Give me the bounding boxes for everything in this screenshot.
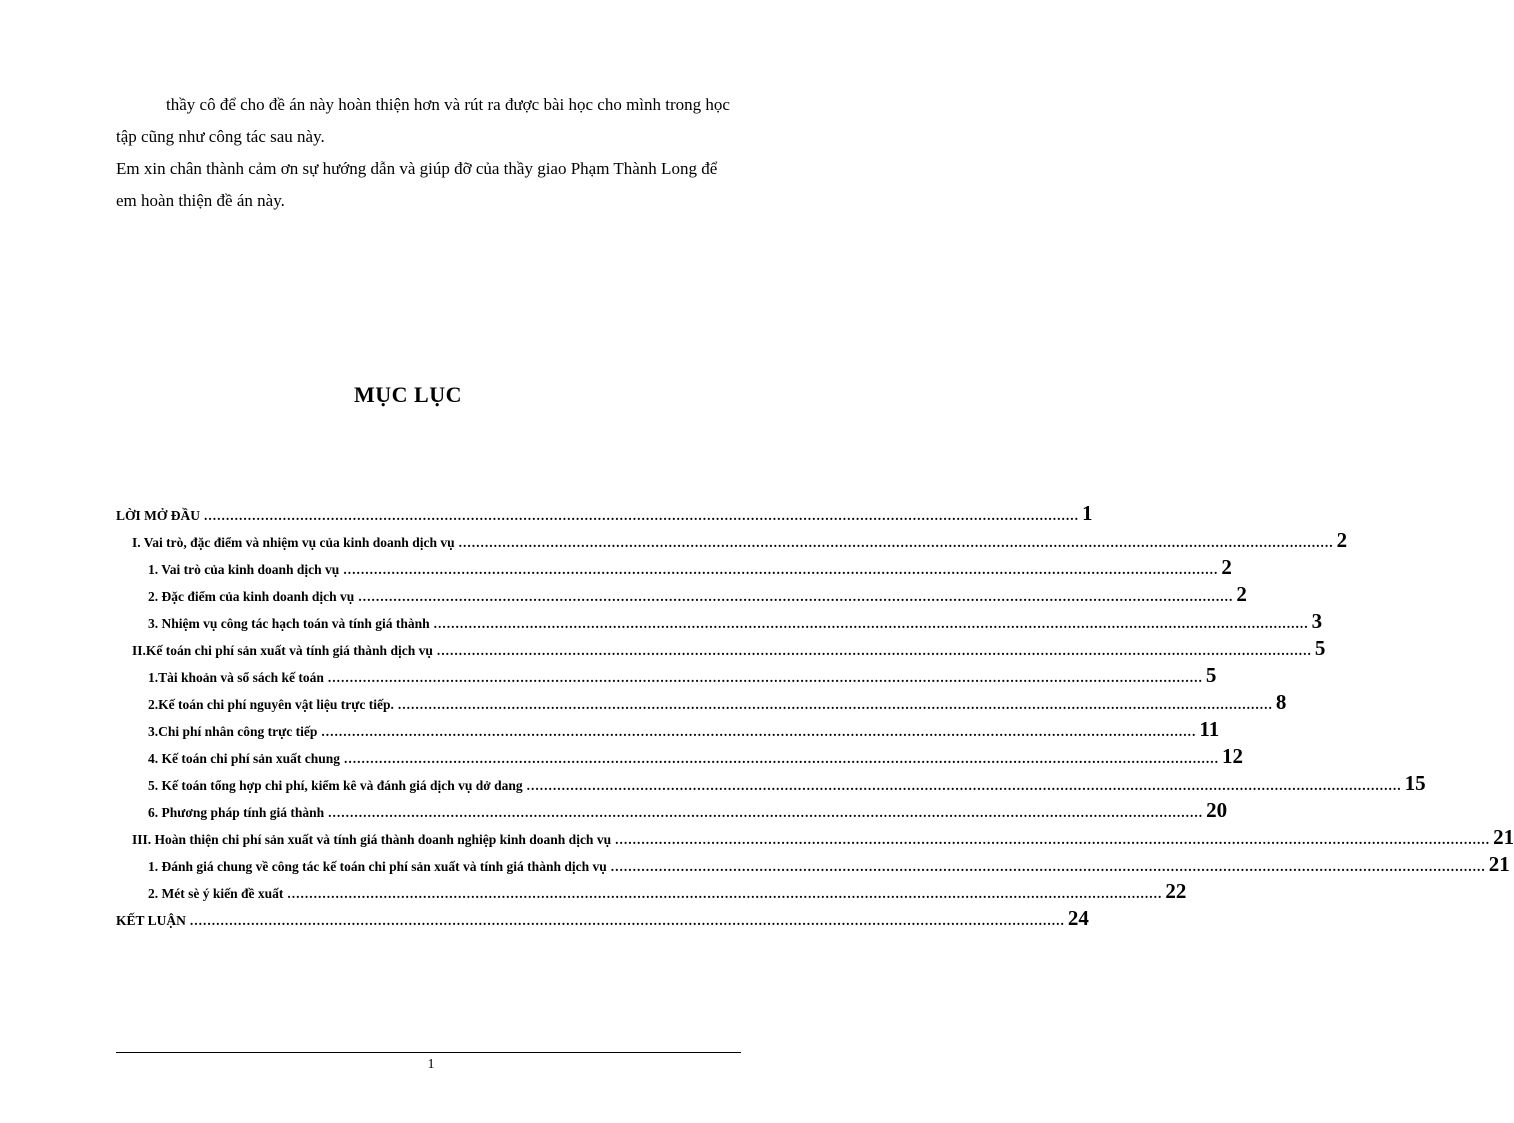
toc-entry-label: LỜI MỞ ĐẦU: [116, 508, 200, 523]
toc-entry-page: 11: [1199, 717, 1220, 741]
toc-entry-page: 2: [1236, 582, 1247, 606]
toc-entry: [148, 795, 1228, 822]
toc-entry-page: 12: [1222, 744, 1244, 768]
toc-entry-page: 22: [1165, 879, 1187, 903]
toc-entry: [148, 579, 1247, 606]
toc-entry: [132, 633, 1326, 660]
toc-entry-label: 1. Vai trò của kinh doanh dịch vụ: [148, 562, 340, 577]
toc-entry-label: 1.Tài khoản và sổ sách kế toán: [148, 670, 324, 685]
toc-entry-label: II.Kế toán chi phí sản xuất và tính giá thành dịch vụ: [132, 643, 433, 658]
toc-leader-dots: ........................................................................................................................................................................................................: [287, 886, 1163, 901]
toc-entry-label: 2.Kế toán chi phí nguyên vật liệu trực tiếp.: [148, 697, 394, 712]
toc-entry-page: 8: [1275, 690, 1287, 714]
toc-entry-page: 21: [1493, 825, 1514, 849]
toc-leader-dots: ........................................................................................................................................................................................................: [189, 913, 1065, 928]
toc-leader-dots: ........................................................................................................................................................................................................: [321, 724, 1197, 739]
page-number: 1: [427, 1057, 435, 1072]
toc-entry: [148, 687, 1287, 714]
toc-leader-dots: ........................................................................................................................................................................................................: [615, 832, 1491, 847]
closing-paragraph: thầy cô để cho đề án này hoàn thiện hơn và rút ra được bài học cho mình trong học tập cũng như công tác sau này.: [116, 95, 730, 146]
toc-entry-page: 2: [1221, 555, 1232, 579]
toc-leader-dots: ........................................................................................................................................................................................................: [526, 778, 1402, 793]
toc-leader-dots: ........................................................................................................................................................................................................: [343, 562, 1219, 577]
toc-entry-page: 21: [1488, 852, 1510, 876]
toc-entry: [132, 525, 1348, 552]
toc-entry: [116, 498, 1093, 525]
toc-entry-label: KẾT LUẬN: [116, 913, 186, 928]
toc-entry-page: 15: [1404, 771, 1426, 795]
toc-entry: [148, 876, 1187, 903]
toc-entry-page: 20: [1206, 798, 1228, 822]
toc-entry: [116, 903, 1089, 930]
toc-entry-label: 2. Đặc điểm của kinh doanh dịch vụ: [148, 589, 355, 604]
toc-entry-label: I. Vai trò, đặc điểm và nhiệm vụ của kinh doanh dịch vụ: [132, 535, 455, 550]
toc-entry: [132, 822, 1514, 849]
toc-entry-page: 5: [1314, 636, 1326, 660]
toc-entry-label: 5. Kế toán tổng hợp chi phí, kiểm kê và đánh giá dịch vụ dở dang: [148, 778, 523, 793]
toc-leader-dots: ........................................................................................................................................................................................................: [610, 859, 1486, 874]
toc-entry-page: 5: [1205, 663, 1217, 687]
toc-entry-label: 2. Mét sè ý kiến đề xuất: [148, 886, 284, 901]
toc-entry: [148, 552, 1232, 579]
toc-entry: [148, 660, 1217, 687]
toc-entry-page: 2: [1336, 528, 1348, 552]
toc-leader-dots: ........................................................................................................................................................................................................: [358, 589, 1234, 604]
toc-entry-label: 4. Kế toán chi phí sản xuất chung: [148, 751, 341, 766]
toc-entry: [148, 606, 1323, 633]
toc-entry-page: 1: [1082, 501, 1093, 525]
toc-entry: [148, 849, 1510, 876]
toc-leader-dots: ........................................................................................................................................................................................................: [436, 643, 1312, 658]
toc-leader-dots: ........................................................................................................................................................................................................: [327, 670, 1203, 685]
toc-entry-label: 3.Chi phí nhân công trực tiếp: [148, 724, 318, 739]
toc-entry: [148, 714, 1220, 741]
toc-entry-label: 6. Phương pháp tính giá thành: [148, 805, 325, 820]
toc-entry-page: 24: [1067, 906, 1089, 930]
toc-entry: [148, 741, 1244, 768]
toc-leader-dots: ........................................................................................................................................................................................................: [397, 697, 1273, 712]
toc-leader-dots: ........................................................................................................................................................................................................: [344, 751, 1220, 766]
toc-leader-dots: ........................................................................................................................................................................................................: [433, 616, 1309, 631]
toc-leader-dots: ........................................................................................................................................................................................................: [204, 508, 1079, 523]
toc-leader-dots: ........................................................................................................................................................................................................: [458, 535, 1334, 550]
toc-leader-dots: ........................................................................................................................................................................................................: [328, 805, 1204, 820]
toc-entry: [148, 768, 1426, 795]
toc-entry-page: 3: [1311, 609, 1323, 633]
toc-title: MỤC LỤC: [354, 382, 462, 407]
toc-entry-label: 3. Nhiệm vụ công tác hạch toán và tính giá thành: [148, 616, 430, 631]
footer-divider: [116, 1052, 741, 1053]
toc-entry-label: 1. Đánh giá chung về công tác kế toán chi phí sản xuất và tính giá thành dịch vụ: [148, 859, 607, 874]
toc-entry-label: III. Hoàn thiện chi phí sản xuất và tính giá thành doanh nghiệp kinh doanh dịch vụ: [132, 832, 612, 847]
thanks-paragraph: Em xin chân thành cảm ơn sự hướng dẫn và giúp đỡ của thầy giao Phạm Thành Long để em hoàn thiện đề án này.: [116, 159, 718, 210]
